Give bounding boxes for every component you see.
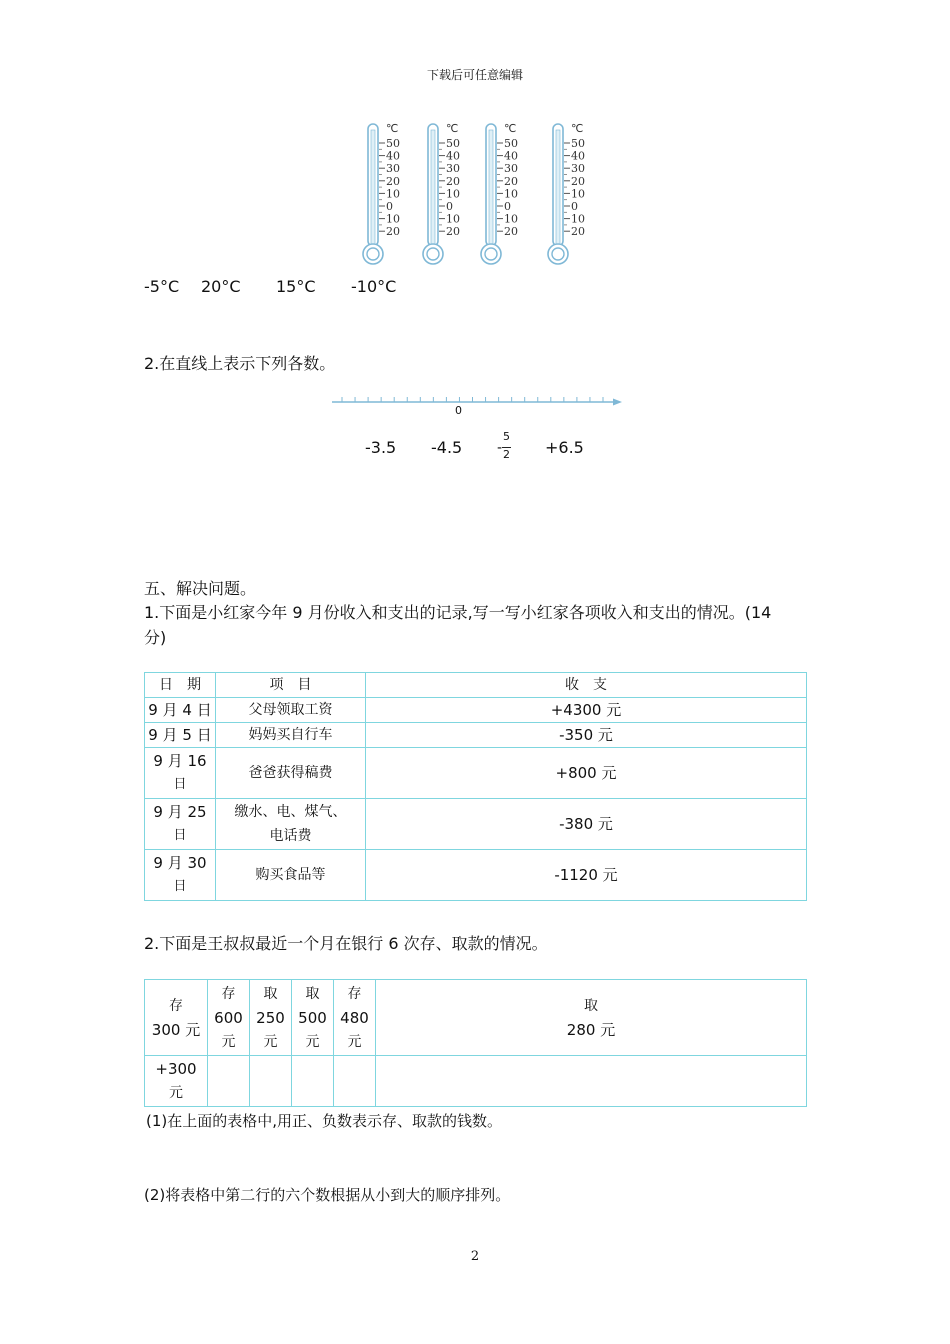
question-2-part2: (2)将表格中第二行的六个数根据从小到大的顺序排列。 [144, 1186, 511, 1204]
fraction-sign: - [497, 440, 503, 456]
fraction-value [497, 430, 517, 464]
thermometer-bulb-inner [367, 248, 379, 260]
amount-cell: -1120 元 [366, 850, 807, 901]
scale-label: 30 [386, 162, 400, 176]
scale-label: 30 [446, 162, 460, 176]
scale-label: 50 [571, 137, 585, 150]
thermometer [548, 122, 585, 264]
scale-label: 10 [504, 212, 518, 226]
cell-label: 取 [263, 985, 278, 1002]
cell-label: 取 [305, 985, 320, 1002]
cell-unit: 元 [305, 1033, 320, 1050]
number-value: +6.5 [545, 438, 584, 457]
scale-label: 20 [386, 174, 400, 188]
scale-label: 20 [571, 225, 585, 239]
header-date: 日 期 [145, 673, 216, 698]
item-line: 缴水、电、煤气、 [234, 804, 347, 820]
item-cell: 父母领取工资 [216, 698, 366, 723]
answer-cell [145, 1056, 208, 1107]
answer-cell[interactable] [208, 1056, 250, 1107]
deposit-cell [250, 980, 292, 1056]
cell-unit: 元 [221, 1033, 236, 1050]
answer-cell[interactable] [292, 1056, 334, 1107]
thermometer-bore [371, 130, 375, 248]
thermometers-figure [340, 118, 620, 270]
scale-label: 10 [386, 187, 400, 201]
table-row [145, 1056, 807, 1107]
scale-label: 30 [504, 162, 518, 176]
table-row [145, 799, 807, 850]
deposit-cell [292, 980, 334, 1056]
fraction-numerator: 5 [503, 430, 510, 443]
date-line: 9 月 16 [153, 752, 207, 770]
scale-label: 10 [571, 212, 585, 226]
number-line [330, 394, 625, 420]
date-line: 9 月 25 [153, 803, 207, 821]
table-header-row [145, 673, 807, 698]
section-title: 五、解决问题。 [144, 579, 257, 598]
thermometer-bore [431, 130, 435, 248]
scale-label: 40 [504, 149, 518, 163]
date-line: 日 [173, 828, 187, 843]
answer-cell[interactable] [376, 1056, 807, 1107]
answer-cell[interactable] [250, 1056, 292, 1107]
scale-label: 10 [446, 187, 460, 201]
scale-label: 50 [504, 137, 518, 150]
temp-value: 20°C [201, 277, 241, 296]
cell-unit: 元 [169, 1085, 183, 1101]
deposit-cell [208, 980, 250, 1056]
cell-unit: 元 [347, 1033, 362, 1050]
cell-value: 600 [214, 1008, 243, 1027]
amount-cell: -350 元 [366, 723, 807, 748]
cell-value: 500 [298, 1008, 327, 1027]
item-cell: 妈妈买自行车 [216, 723, 366, 748]
scale-label: 20 [571, 174, 585, 188]
deposit-cell [334, 980, 376, 1056]
amount-cell: -380 元 [366, 799, 807, 850]
scale-label: 40 [386, 149, 400, 163]
date-line: 日 [173, 777, 187, 792]
date-cell: 9 月 4 日 [145, 698, 216, 723]
thermometer [423, 122, 460, 264]
cell-value: 280 元 [566, 1020, 616, 1039]
table-row [145, 698, 807, 723]
cell-value: 300 元 [151, 1020, 201, 1039]
thermometer-bulb-inner [485, 248, 497, 260]
table-row [145, 748, 807, 799]
table-row [145, 723, 807, 748]
item-cell: 爸爸获得稿费 [216, 748, 366, 799]
income-expense-table [144, 672, 807, 901]
scale-label: 40 [571, 149, 585, 163]
table-row [145, 850, 807, 901]
date-line: 日 [173, 879, 187, 894]
item-line: 电话费 [269, 828, 312, 844]
cell-value: 250 [256, 1008, 285, 1027]
temp-value: 15°C [276, 277, 316, 296]
thermometer-bore [556, 130, 560, 248]
number-value: -3.5 [365, 438, 397, 457]
scale-label: 10 [504, 187, 518, 201]
fraction-denominator: 2 [503, 448, 510, 461]
question-2b-title: 2.下面是王叔叔最近一个月在银行 6 次存、取款的情况。 [144, 934, 548, 953]
date-cell [145, 799, 216, 850]
scale-label: 40 [446, 149, 460, 163]
thermometer-bulb-inner [427, 248, 439, 260]
temp-value: -5°C [144, 277, 180, 296]
deposit-cell [145, 980, 208, 1056]
question-1-line2: 分) [144, 628, 167, 647]
scale-label: 20 [386, 225, 400, 239]
scale-label: 50 [386, 137, 400, 150]
unit-label: ℃ [504, 122, 517, 135]
deposit-table [144, 979, 807, 1107]
header-item: 项 目 [216, 673, 366, 698]
question-2-part1: (1)在上面的表格中,用正、负数表示存、取款的钱数。 [146, 1112, 503, 1130]
scale-label: 0 [386, 200, 393, 213]
number-value: -4.5 [431, 438, 463, 457]
scale-label: 0 [571, 200, 578, 213]
scale-label: 20 [446, 225, 460, 239]
unit-label: ℃ [386, 122, 399, 135]
table-row [145, 980, 807, 1056]
cell-label: 存 [221, 985, 236, 1002]
date-cell [145, 850, 216, 901]
date-cell: 9 月 5 日 [145, 723, 216, 748]
cell-value: 480 [340, 1008, 369, 1027]
date-cell [145, 748, 216, 799]
thermometer-bulb-inner [552, 248, 564, 260]
page-number: 2 [470, 1249, 480, 1264]
amount-cell: +800 元 [366, 748, 807, 799]
question-2-title: 2.在直线上表示下列各数。 [144, 354, 336, 373]
cell-unit: 元 [263, 1033, 278, 1050]
unit-label: ℃ [571, 122, 584, 135]
number-line-zero: 0 [455, 404, 462, 417]
scale-label: 10 [386, 212, 400, 226]
scale-label: 20 [504, 174, 518, 188]
scale-label: 10 [446, 212, 460, 226]
thermometer-bore [489, 130, 493, 248]
scale-label: 20 [446, 174, 460, 188]
item-cell: 购买食品等 [216, 850, 366, 901]
cell-label: 存 [169, 997, 183, 1014]
scale-label: 0 [446, 200, 453, 213]
scale-label: 30 [571, 162, 585, 176]
date-line: 9 月 30 [153, 854, 207, 872]
amount-cell: +4300 元 [366, 698, 807, 723]
thermometer [481, 122, 518, 264]
deposit-cell [376, 980, 807, 1056]
question-1-line1: 1.下面是小红家今年 9 月份收入和支出的记录,写一写小红家各项收入和支出的情况。(14 [144, 603, 772, 622]
scale-label: 50 [446, 137, 460, 150]
header-amount: 收 支 [366, 673, 807, 698]
cell-value: +300 [155, 1060, 197, 1078]
temp-value: -10°C [351, 277, 397, 296]
unit-label: ℃ [446, 122, 459, 135]
scale-label: 10 [571, 187, 585, 201]
scale-label: 20 [504, 225, 518, 239]
page-header: 下载后可任意编辑 [426, 68, 523, 82]
cell-label: 存 [347, 985, 362, 1002]
answer-cell[interactable] [334, 1056, 376, 1107]
thermometer [363, 122, 400, 264]
scale-label: 0 [504, 200, 511, 213]
item-cell [216, 799, 366, 850]
cell-label: 取 [584, 997, 598, 1014]
